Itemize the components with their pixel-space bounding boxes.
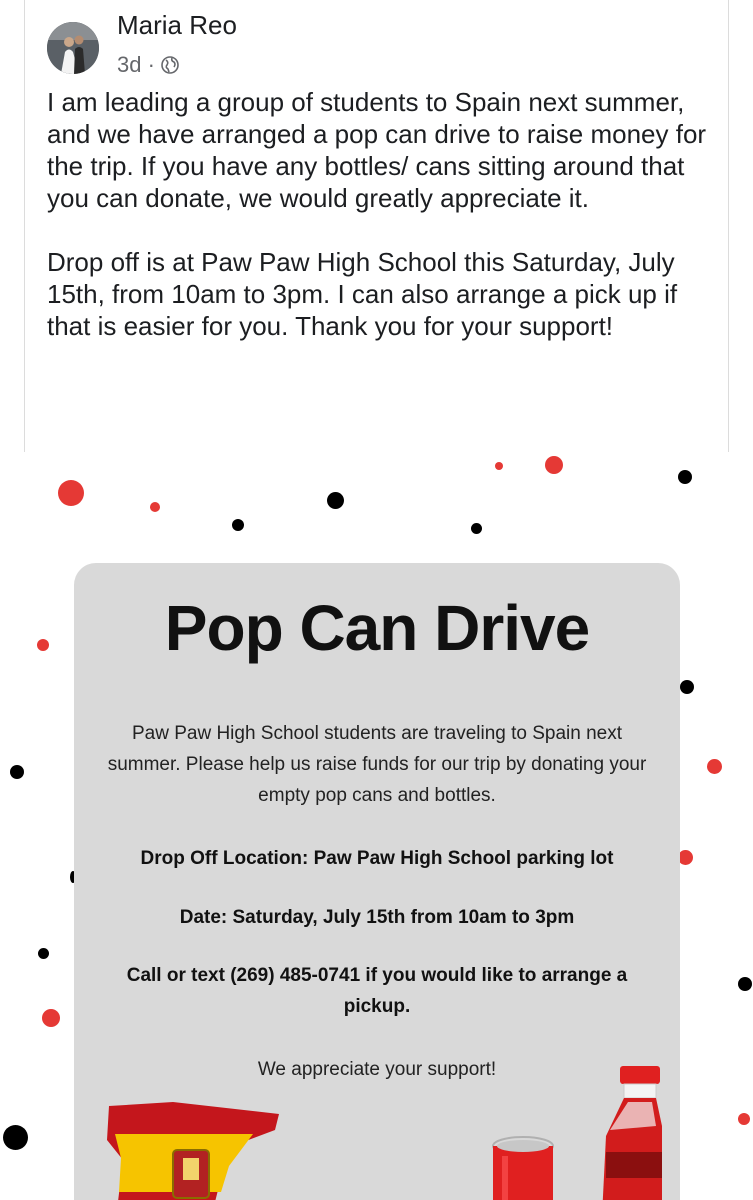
decorative-dot (545, 456, 563, 474)
decorative-dot (42, 1009, 60, 1027)
post-meta (117, 52, 179, 78)
decorative-dot (680, 680, 694, 694)
post-border-right (728, 0, 729, 452)
flyer-contact: Call or text (269) 485-0741 if you would like to arrange a pickup. (126, 965, 628, 1017)
decorative-dot (738, 977, 752, 991)
post-body (47, 86, 727, 342)
facebook-post (0, 0, 753, 452)
flyer-thanks: We appreciate your support! (257, 1059, 497, 1080)
decorative-dot (471, 523, 482, 534)
decorative-dot (3, 1125, 28, 1150)
globe-icon (161, 56, 179, 74)
decorative-dot (150, 502, 160, 512)
profile-photo-icon[interactable] (47, 22, 99, 74)
soda-can-icon (490, 1136, 556, 1200)
flyer-drop-off: Drop Off Location: Paw Paw High School parking lot (140, 848, 614, 869)
decorative-dot (495, 462, 503, 470)
decorative-dot (10, 765, 24, 779)
post-timestamp[interactable]: 3d · (117, 52, 155, 77)
post-paragraph: I am leading a group of students to Spain next summer, and we have arranged a pop can drive to raise money for the trip. If you have any bottles/ cans sitting around that you can donate, we would greatly appreciate it. (47, 87, 707, 213)
decorative-dot (232, 519, 244, 531)
flyer-image[interactable] (0, 452, 753, 1200)
soda-bottle-icon (592, 1066, 666, 1200)
decorative-dot (38, 948, 49, 959)
post-border-left (24, 0, 25, 452)
decorative-dot (327, 492, 344, 509)
decorative-dot (678, 470, 692, 484)
flyer-title: Pop Can Drive (164, 592, 590, 664)
decorative-dot (738, 1113, 750, 1125)
post-author-name[interactable]: Maria Reo (117, 10, 237, 40)
flyer-intro: Paw Paw High School students are traveling to Spain next summer. Please help us raise funds for our trip by donating your empty pop cans and bottles. (107, 723, 647, 806)
decorative-dot (58, 480, 84, 506)
post-paragraph: Drop off is at Paw Paw High School this Saturday, July 15th, from 10am to 3pm. I can also arrange a pick up if that is easier for you. Thank you for your support! (47, 247, 678, 341)
spain-flag-map-icon (103, 1100, 283, 1200)
flyer-date: Date: Saturday, July 15th from 10am to 3pm (179, 907, 575, 928)
decorative-dot (678, 850, 693, 865)
decorative-dot (37, 639, 49, 651)
decorative-dot (707, 759, 722, 774)
